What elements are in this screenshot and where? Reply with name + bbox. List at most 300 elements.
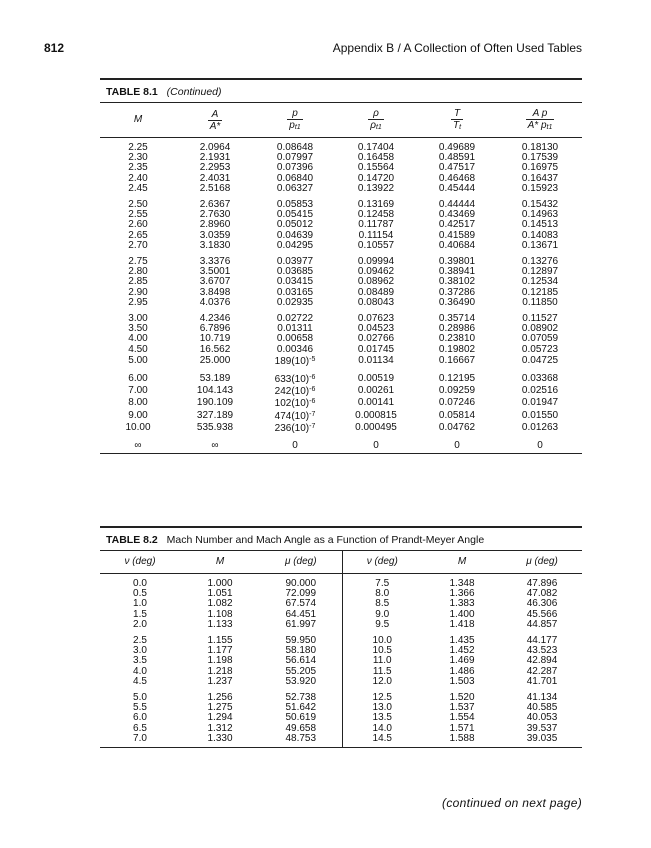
table-cell: 0.12195 xyxy=(438,373,476,385)
table-cell: 1.237 xyxy=(207,675,233,687)
table-cell: 0.12458 xyxy=(357,209,395,221)
table-cell: 10.719 xyxy=(199,333,231,345)
table-cell: 1.383 xyxy=(449,598,475,610)
table-cell: 0.01550 xyxy=(521,409,559,421)
table-cell: 1.312 xyxy=(207,722,233,734)
table-cell: 46.306 xyxy=(526,598,558,610)
table-cell: 44.857 xyxy=(526,618,558,630)
table-cell: 2.75 xyxy=(128,256,148,268)
table-cell: 2.0 xyxy=(133,618,147,630)
table-cell: 1.275 xyxy=(207,702,233,714)
table-row xyxy=(100,252,582,267)
table-cell: 0.06840 xyxy=(276,172,314,184)
table-cell: 45.566 xyxy=(526,608,558,620)
table-cell: 0.09259 xyxy=(438,385,476,397)
table-cell: 0.000495 xyxy=(355,421,397,433)
row-group xyxy=(100,195,582,252)
table-cell: 2.95 xyxy=(128,296,148,308)
table-cell: 9.00 xyxy=(128,409,148,421)
table-caption xyxy=(100,80,582,102)
table-row xyxy=(100,174,582,184)
table-cell: 0.46468 xyxy=(438,172,476,184)
table-label: TABLE 8.2 xyxy=(106,534,158,546)
table-cell: 0.00519 xyxy=(357,373,395,385)
table-cell: 0.48591 xyxy=(438,152,476,164)
table-8-1 xyxy=(100,78,582,454)
table-cell: 2.70 xyxy=(128,239,148,251)
running-head: Appendix B / A Collection of Often Used Tables xyxy=(332,41,582,55)
table-cell: 0.17539 xyxy=(521,152,559,164)
table-cell: 53.189 xyxy=(199,373,231,385)
table-cell: 0.01134 xyxy=(358,354,394,366)
table-cell: 0.03977 xyxy=(276,256,314,268)
table-cell: 0.02766 xyxy=(357,333,395,345)
table-cell: 2.85 xyxy=(128,276,148,288)
table-cell: 6.00 xyxy=(128,373,148,385)
table-cell: 1.5 xyxy=(133,608,147,620)
table-row xyxy=(100,355,582,368)
table-cell: 0.23810 xyxy=(438,333,476,345)
table-cell: 3.8498 xyxy=(199,286,231,298)
table-cell: 0.36490 xyxy=(438,296,476,308)
table-cell: 2.8960 xyxy=(199,219,231,231)
table-cell: 0.13169 xyxy=(357,199,395,211)
table-row xyxy=(100,324,582,334)
table-cell: 7.0 xyxy=(133,732,147,744)
table-cell: 0 xyxy=(416,435,498,454)
table-cell: 8.00 xyxy=(128,397,148,409)
table-cell: 2.4031 xyxy=(199,172,231,184)
table-cell: 3.0 xyxy=(133,645,147,657)
table-cell: 51.642 xyxy=(260,703,342,713)
table-cell: 0.47517 xyxy=(438,162,476,174)
table-cell: 4.00 xyxy=(128,333,148,345)
table-cell: 25.000 xyxy=(199,354,231,366)
table-cell: 44.177 xyxy=(526,635,558,647)
table-cell: 0.16975 xyxy=(521,162,559,174)
table-cell: 1.108 xyxy=(207,608,233,620)
row-group xyxy=(100,574,582,632)
table-cell: 1.000 xyxy=(207,578,233,589)
table-cell: 1.348 xyxy=(449,578,475,589)
table-cell: 1.503 xyxy=(449,675,475,687)
table-cell: $242(10)^{-6}$ xyxy=(274,386,316,398)
table-cell: 3.1830 xyxy=(199,239,231,251)
table-cell: 0.04295 xyxy=(276,239,314,251)
continued-note: (continued on next page) xyxy=(442,796,582,810)
table-cell: 0.07059 xyxy=(521,333,559,345)
table-cell: 0.14083 xyxy=(521,229,559,241)
table-cell: 0.04639 xyxy=(276,229,314,241)
table-cell: 11.5 xyxy=(372,665,392,677)
table-cell: 55.205 xyxy=(260,667,342,677)
table-cell: 0.04762 xyxy=(438,421,476,433)
table-cell: 0.39801 xyxy=(438,256,476,268)
table-cell: 67.574 xyxy=(260,599,342,609)
table-row xyxy=(100,667,582,677)
table-cell: 0.38102 xyxy=(438,276,476,288)
table-row xyxy=(100,688,582,703)
table-cell: 3.5 xyxy=(133,655,147,667)
table-cell: 0.01263 xyxy=(521,421,559,433)
table-row xyxy=(100,277,582,287)
table-cell: 1.256 xyxy=(207,692,233,704)
table-cell: 0.11787 xyxy=(358,219,394,231)
table-cell: 0.13276 xyxy=(521,256,559,268)
table-row xyxy=(100,677,582,688)
table-cell: 0.10557 xyxy=(357,239,395,251)
table-cell: 0.00346 xyxy=(276,343,314,355)
table-cell: 50.619 xyxy=(260,713,342,723)
table-cell: 0.05415 xyxy=(276,209,314,221)
table-cell: 1.330 xyxy=(207,732,233,744)
table-cell: 4.0 xyxy=(133,665,147,677)
table-cell: 0.07623 xyxy=(357,313,395,325)
row-group xyxy=(100,138,582,196)
table-cell: 3.5001 xyxy=(199,266,231,278)
table-cell: 9.0 xyxy=(375,608,390,620)
table-row xyxy=(100,309,582,324)
col-header-nu: ν (deg) xyxy=(342,551,422,574)
table-row xyxy=(100,599,582,609)
table-cell: 2.90 xyxy=(128,286,148,298)
table-cell: 1.588 xyxy=(449,732,475,744)
table-cell: 13.0 xyxy=(372,702,392,714)
table-cell: 8.5 xyxy=(375,598,390,610)
table-cell: 0.11850 xyxy=(522,296,558,308)
table-cell: 0.05853 xyxy=(276,199,314,211)
table-caption xyxy=(100,528,582,550)
table-cell: 0.05723 xyxy=(521,343,559,355)
table-cell: 1.051 xyxy=(207,588,233,600)
table-cell: 2.6367 xyxy=(199,199,231,211)
table-cell: 72.099 xyxy=(260,589,342,599)
table-cell: 1.294 xyxy=(207,712,233,724)
table-cell: 16.562 xyxy=(199,343,231,355)
table-cell: 0.01947 xyxy=(521,397,559,409)
table-row xyxy=(100,195,582,210)
table-row xyxy=(100,631,582,646)
table-cell: 42.894 xyxy=(526,655,558,667)
table-row xyxy=(100,422,582,435)
table-cell: 0.07997 xyxy=(276,152,314,164)
table-cell: 12.0 xyxy=(372,675,392,687)
table-cell: 41.134 xyxy=(526,692,558,704)
table-cell: 53.920 xyxy=(260,677,342,688)
table-cell: 2.1931 xyxy=(199,152,231,164)
table-cell: 1.177 xyxy=(207,645,233,657)
table-cell: 327.189 xyxy=(196,409,234,421)
table-cell: 0.02516 xyxy=(521,385,559,397)
table-cell: 10.00 xyxy=(125,421,151,433)
table-cell: 0 xyxy=(336,435,416,454)
table-cell: 2.50 xyxy=(128,199,148,211)
table-label: TABLE 8.1 xyxy=(106,86,158,98)
table-caption-text: Mach Number and Mach Angle as a Function of Prandt-Meyer Angle xyxy=(166,534,485,546)
table-cell: 0.04725 xyxy=(521,354,559,366)
table-cell: 0.07396 xyxy=(276,162,314,174)
table-cell: ∞ xyxy=(176,435,254,454)
table-cell: 0.12897 xyxy=(521,266,559,278)
table-cell: 2.30 xyxy=(128,152,148,164)
table-row xyxy=(100,298,582,309)
table-cell: 0.0 xyxy=(133,578,147,589)
table-cell: 0.00141 xyxy=(357,397,395,409)
table-cell: 2.0964 xyxy=(199,142,231,153)
col-header-density-ratio: $\frac{\rho}{\rho_{t1}}$ xyxy=(336,103,416,138)
table-row xyxy=(100,589,582,599)
table-cell: 1.400 xyxy=(449,608,475,620)
table-cell: 0.05012 xyxy=(276,219,314,231)
row-group xyxy=(100,368,582,435)
table-cell: 0.11527 xyxy=(522,313,558,325)
table-cell: 0.000815 xyxy=(355,409,397,421)
table-row xyxy=(100,241,582,252)
page-number: 812 xyxy=(44,41,65,55)
table-cell: 4.50 xyxy=(128,343,148,355)
table-cell: 0 xyxy=(498,435,582,454)
table-cell: 5.0 xyxy=(133,692,147,704)
table-cell: 0.28986 xyxy=(438,323,476,335)
table-cell: 0.01745 xyxy=(357,343,395,355)
table-cell: 3.50 xyxy=(128,323,148,335)
table-row xyxy=(100,724,582,734)
table-row xyxy=(100,334,582,344)
table-row xyxy=(100,267,582,277)
table-cell: 1.571 xyxy=(449,722,475,734)
table-cell: 3.3376 xyxy=(199,256,231,268)
table-cell: 0.16667 xyxy=(438,354,476,366)
table-row xyxy=(100,574,582,590)
col-header-m: M xyxy=(100,103,176,138)
table-cell: 5.5 xyxy=(133,702,147,714)
table-cell: 0.41589 xyxy=(438,229,476,241)
table-cell: 12.5 xyxy=(372,692,392,704)
table-cell: 2.40 xyxy=(128,172,148,184)
col-header-mu: μ (deg) xyxy=(502,551,582,574)
table-row xyxy=(100,231,582,241)
table-cell: 0.38941 xyxy=(438,266,476,278)
table-cell: 0.43469 xyxy=(438,209,476,221)
table-cell: 0.16458 xyxy=(357,152,395,164)
table-cell: 6.7896 xyxy=(199,323,231,335)
table-cell: $189(10)^{-5}$ xyxy=(274,355,316,367)
table-8-1-grid xyxy=(100,102,582,454)
table-row xyxy=(100,610,582,620)
table-cell: 4.5 xyxy=(133,675,147,687)
table-row xyxy=(100,385,582,397)
table-cell: 104.143 xyxy=(196,385,234,397)
col-header-pressure-ratio: $\frac{p}{p_{t1}}$ xyxy=(254,103,336,138)
table-cell: 14.0 xyxy=(372,722,392,734)
row-group xyxy=(100,252,582,309)
col-header-area-ratio: $\frac{A}{A*}$ xyxy=(176,103,254,138)
table-cell: 3.6707 xyxy=(199,276,231,288)
table-cell: 1.198 xyxy=(207,655,233,667)
table-cell: 0.08648 xyxy=(276,142,314,153)
table-cell: 0.45444 xyxy=(438,182,476,194)
table-cell: 1.435 xyxy=(449,635,475,647)
col-header-mu: μ (deg) xyxy=(260,551,342,574)
table-row xyxy=(100,410,582,422)
table-cell: 41.701 xyxy=(526,675,558,687)
table-cell: 0.08962 xyxy=(357,276,395,288)
col-header-nu: ν (deg) xyxy=(100,551,180,574)
col-header-area-pressure-ratio: $\frac{\text{A p}}{A* p_{t1}}$ xyxy=(498,103,582,138)
table-row xyxy=(100,713,582,723)
table-cell: 7.00 xyxy=(128,385,148,397)
table-cell: 1.554 xyxy=(449,712,475,724)
table-caption-text: (Continued) xyxy=(166,86,222,98)
row-group xyxy=(100,688,582,748)
table-cell: 2.65 xyxy=(128,229,148,241)
table-cell: 0.35714 xyxy=(438,313,476,325)
table-cell: 0.08489 xyxy=(357,286,395,298)
table-cell: 0.06327 xyxy=(276,182,314,194)
table-row xyxy=(100,620,582,631)
table-cell: 0.13922 xyxy=(357,182,395,194)
table-cell: 1.469 xyxy=(449,655,475,667)
table-cell: 10.0 xyxy=(372,635,392,647)
col-header-m: M xyxy=(180,551,260,574)
col-header-temperature-ratio: $\frac{T}{T_t}$ xyxy=(416,103,498,138)
table-cell: 40.585 xyxy=(526,702,558,714)
table-cell: 535.938 xyxy=(196,421,234,433)
table-cell: 0.37286 xyxy=(438,286,476,298)
table-cell: 1.218 xyxy=(207,665,233,677)
table-cell: 11.0 xyxy=(372,655,392,667)
table-cell: 61.997 xyxy=(260,620,342,631)
table-cell: 2.5168 xyxy=(199,182,231,194)
table-cell: $102(10)^{-6}$ xyxy=(274,398,316,410)
row-group xyxy=(100,309,582,368)
table-cell: 0 xyxy=(254,435,336,454)
table-cell: 1.133 xyxy=(207,618,233,630)
table-cell: 4.0376 xyxy=(199,296,231,308)
table-8-2-grid xyxy=(100,550,582,748)
table-row xyxy=(100,153,582,163)
table-cell: 2.45 xyxy=(128,182,148,194)
table-cell: 0.07246 xyxy=(438,397,476,409)
table-cell: 39.537 xyxy=(526,722,558,734)
table-cell: 42.287 xyxy=(526,665,558,677)
table-row xyxy=(100,138,582,154)
table-cell: 0.40684 xyxy=(438,239,476,251)
table-cell: 0.03368 xyxy=(521,373,559,385)
table-cell: 0.00261 xyxy=(357,385,395,397)
table-cell: 2.55 xyxy=(128,209,148,221)
table-cell: 0.01311 xyxy=(277,323,313,335)
infinity-row-group xyxy=(100,435,582,454)
table-cell: 8.0 xyxy=(375,588,390,600)
table-cell: 2.2953 xyxy=(199,162,231,174)
table-cell: 14.5 xyxy=(372,732,392,744)
table-cell: 5.00 xyxy=(128,354,148,366)
table-cell: 1.486 xyxy=(449,665,475,677)
table-8-2 xyxy=(100,526,582,748)
table-cell: 0.04523 xyxy=(357,323,395,335)
table-cell: 47.082 xyxy=(526,588,558,600)
table-cell: ∞ xyxy=(100,435,176,454)
table-cell: 0.08043 xyxy=(357,296,395,308)
table-row xyxy=(100,345,582,355)
table-cell: 64.451 xyxy=(260,610,342,620)
table-cell: 6.0 xyxy=(133,712,147,724)
table-cell: 0.15432 xyxy=(521,199,559,211)
table-cell: 0.02722 xyxy=(276,313,314,325)
table-cell: 0.14963 xyxy=(521,209,559,221)
table-cell: 7.5 xyxy=(375,578,390,589)
table-cell: 0.17404 xyxy=(357,142,395,153)
table-row xyxy=(100,734,582,748)
table-cell: 3.0359 xyxy=(199,229,231,241)
table-cell: 0.09994 xyxy=(357,256,395,268)
table-cell: 47.896 xyxy=(526,578,558,589)
table-row xyxy=(100,703,582,713)
table-cell: 0.14720 xyxy=(357,172,395,184)
table-cell: 0.44444 xyxy=(438,199,476,211)
table-cell: 1.0 xyxy=(133,598,147,610)
table-row xyxy=(100,646,582,656)
table-cell: 0.15564 xyxy=(357,162,395,174)
table-cell: 1.537 xyxy=(449,702,475,714)
table-cell: 52.738 xyxy=(260,688,342,703)
table-cell: 0.00658 xyxy=(276,333,314,345)
table-cell: 0.42517 xyxy=(438,219,476,231)
table-cell: 4.2346 xyxy=(199,313,231,325)
table-row xyxy=(100,435,582,454)
table-row xyxy=(100,288,582,298)
table-cell: 190.109 xyxy=(196,397,234,409)
table-cell: 56.614 xyxy=(260,656,342,666)
table-cell: 40.053 xyxy=(526,712,558,724)
table-row xyxy=(100,656,582,666)
table-cell: 58.180 xyxy=(260,646,342,656)
table-cell: 0.5 xyxy=(133,588,147,600)
table-cell: 1.082 xyxy=(207,598,233,610)
table-row xyxy=(100,368,582,385)
table-cell: 0.19802 xyxy=(438,343,476,355)
table-cell: 0.09462 xyxy=(357,266,395,278)
table-cell: 0.14513 xyxy=(521,219,559,231)
table-cell: 2.5 xyxy=(133,635,147,647)
table-cell: 9.5 xyxy=(375,618,390,630)
table-cell: 2.60 xyxy=(128,219,148,231)
table-cell: 48.753 xyxy=(260,734,342,748)
table-cell: 0.15923 xyxy=(521,182,559,194)
table-cell: 0.03165 xyxy=(276,286,314,298)
table-cell: 1.520 xyxy=(449,692,475,704)
table-row xyxy=(100,210,582,220)
table-cell: 0.49689 xyxy=(438,142,476,153)
table-cell: 0.12534 xyxy=(521,276,559,288)
table-cell: 90.000 xyxy=(260,574,342,590)
table-cell: 49.658 xyxy=(260,724,342,734)
table-cell: 1.418 xyxy=(449,618,475,630)
table-cell: 2.25 xyxy=(128,142,148,153)
table-cell: 0.12185 xyxy=(521,286,559,298)
table-cell: 2.35 xyxy=(128,162,148,174)
table-cell: 0.03685 xyxy=(276,266,314,278)
table-cell: 1.452 xyxy=(449,645,475,657)
table-cell: 0.02935 xyxy=(276,296,314,308)
table-row xyxy=(100,184,582,195)
table-cell: 0.11154 xyxy=(358,229,394,241)
table-cell: 1.155 xyxy=(207,635,233,647)
table-cell: 1.366 xyxy=(449,588,475,600)
table-row xyxy=(100,163,582,173)
table-cell: 39.035 xyxy=(526,732,558,744)
